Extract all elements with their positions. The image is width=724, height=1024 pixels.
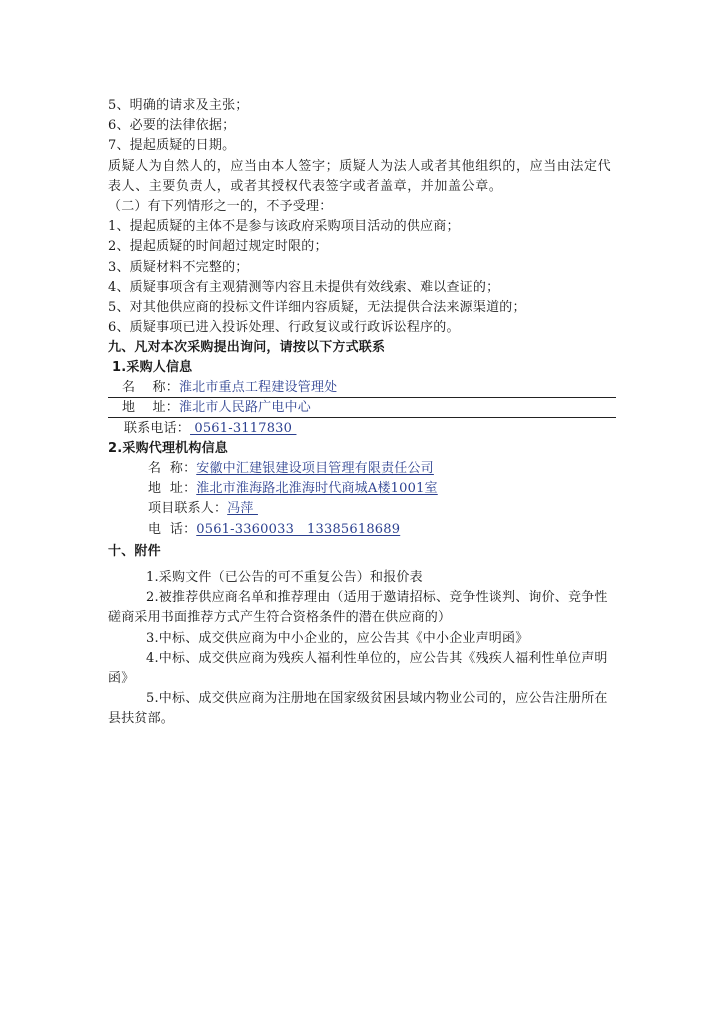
agency-name-row <box>108 459 616 479</box>
section-9-heading: 九、凡对本次采购提出询问，请按以下方式联系 <box>108 340 386 356</box>
buyer-address-row <box>108 399 616 418</box>
agency-name-label: 名 称： <box>148 461 197 477</box>
agency-phone-label: 电 话： <box>148 521 197 537</box>
agency-name-value: 安徽中汇建银建设项目管理有限责任公司 <box>196 461 434 477</box>
buyer-address-label: 地 址： <box>122 399 179 415</box>
reject-conditions-title: （二）有下列情形之一的，不予受理： <box>108 198 333 214</box>
list-item: 5、对其他供应商的投标文件详细内容质疑，无法提供合法来源渠道的； <box>108 299 526 315</box>
document-body <box>108 96 616 730</box>
buyer-name-row <box>108 379 616 398</box>
attachment-item: 3.中标、成交供应商为中小企业的，应公告其《中小企业声明函》 <box>146 630 529 646</box>
agency-contact-label: 项目联系人： <box>148 501 228 517</box>
buyer-phone-label: 联系电话： <box>124 420 191 436</box>
agency-contact-value: 冯萍 <box>227 501 258 517</box>
attachment-item: 5.中标、成交供应商为注册地在国家级贫困县域内物业公司的，应公告注册所在县扶贫部。 <box>108 691 608 727</box>
list-item: 6、必要的法律依据； <box>108 118 236 134</box>
list-item: 7、提起质疑的日期。 <box>108 138 236 154</box>
list-item: 4、质疑事项含有主观猜测等内容且未提供有效线索、难以查证的； <box>108 279 500 295</box>
buyer-address-value: 淮北市人民路广电中心 <box>178 399 311 415</box>
agency-address-label: 地 址： <box>148 481 197 497</box>
attachment-item: 4.中标、成交供应商为残疾人福利性单位的，应公告其《残疾人福利性单位声明函》 <box>108 650 608 686</box>
agency-phone-row <box>108 520 616 540</box>
signature-requirement-paragraph: 质疑人为自然人的，应当由本人签字；质疑人为法人或者其他组织的，应当由法定代表人、主要负责人，或者其授权代表签字或者盖章，并加盖公章。 <box>108 158 612 194</box>
buyer-name-label: 名 称： <box>122 379 179 395</box>
list-item: 2、提起质疑的时间超过规定时限的； <box>108 239 328 255</box>
agency-phone-value: 0561-3360033 13385618689 <box>196 521 401 537</box>
buyer-phone-row <box>108 419 616 439</box>
section-10-heading: 十、附件 <box>108 543 161 559</box>
list-item: 6、质疑事项已进入投诉处理、行政复议或行政诉讼程序的。 <box>108 320 460 336</box>
agency-info-heading: 2.采购代理机构信息 <box>108 440 228 456</box>
attachment-item: 1.采购文件（已公告的可不重复公告）和报价表 <box>146 569 423 585</box>
agency-address-row <box>108 479 616 499</box>
list-item: 1、提起质疑的主体不是参与该政府采购项目活动的供应商； <box>108 219 460 235</box>
buyer-info-heading: 1.采购人信息 <box>112 360 193 376</box>
list-item: 3、质疑材料不完整的； <box>108 259 249 275</box>
list-item: 5、明确的请求及主张； <box>108 98 249 113</box>
agency-address-value: 淮北市淮海路北淮海时代商城A楼1001室 <box>196 481 438 497</box>
buyer-name-value: 淮北市重点工程建设管理处 <box>178 379 338 395</box>
buyer-phone-value: 0561-3117830 <box>190 420 297 436</box>
attachment-item: 2.被推荐供应商名单和推荐理由（适用于邀请招标、竞争性谈判、询价、竞争性磋商采用书面推荐方式产生符合资格条件的潜在供应商的） <box>108 590 608 626</box>
agency-contact-row <box>108 499 616 519</box>
